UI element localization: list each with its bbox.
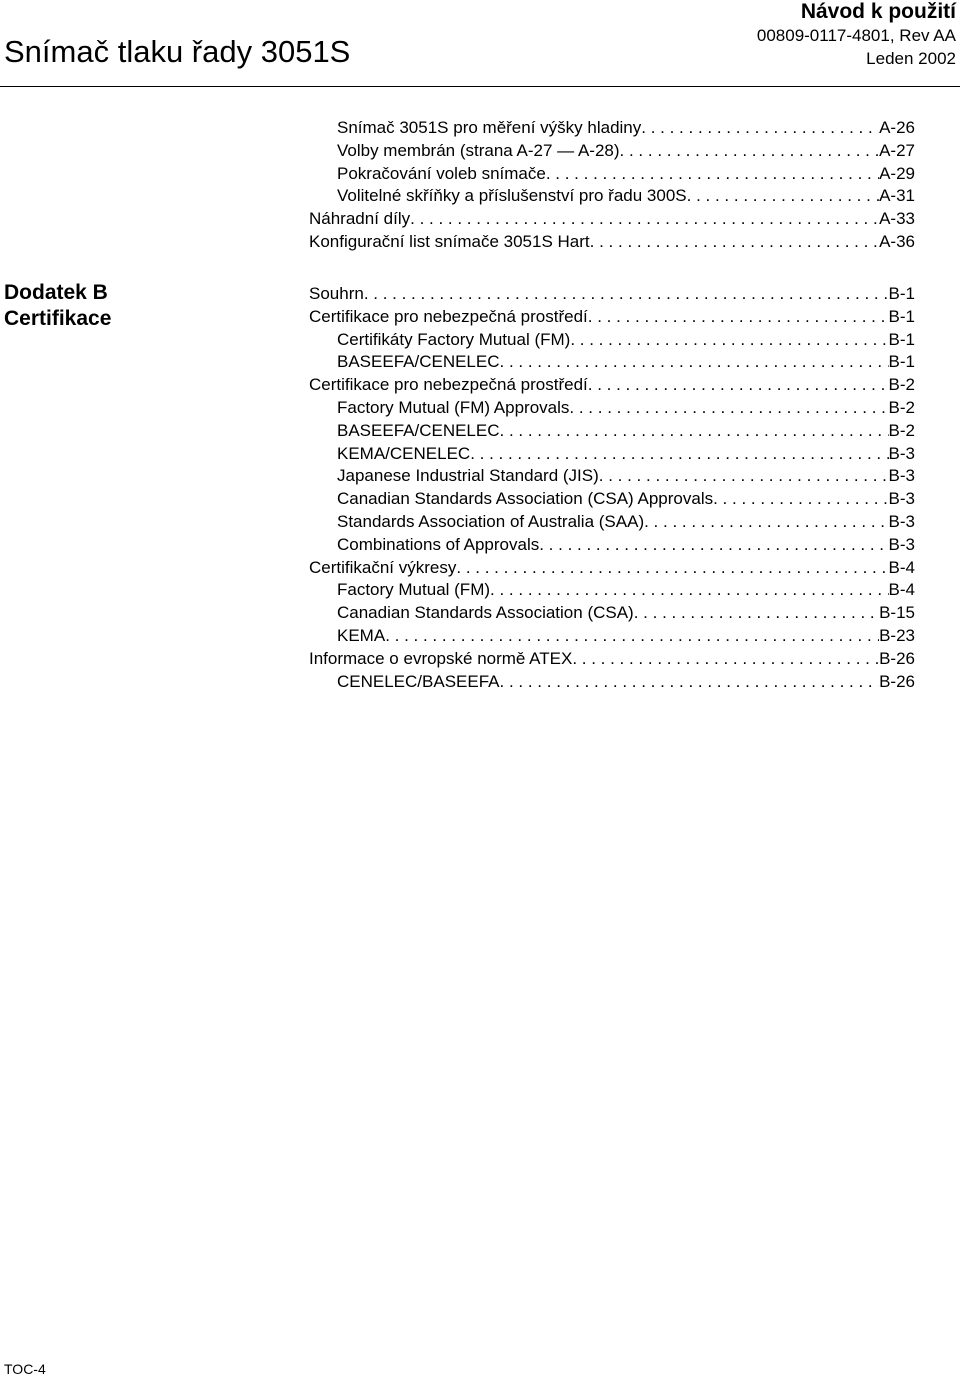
toc-entry[interactable] xyxy=(337,184,915,207)
toc-entry-label: Standards Association of Australia (SAA) xyxy=(337,512,645,531)
toc-entry-label: BASEEFA/CENELEC xyxy=(337,420,500,440)
toc-entry[interactable] xyxy=(309,282,915,305)
toc-leader-dots xyxy=(539,533,888,556)
toc-leader-dots xyxy=(569,396,888,419)
page-title: Snímač tlaku řady 3051S xyxy=(4,34,351,69)
toc-leader-dots xyxy=(599,464,889,487)
header-divider xyxy=(0,86,960,87)
toc-leader-dots xyxy=(546,162,879,185)
toc-entry[interactable] xyxy=(337,601,915,624)
toc-entry-page: B-3 xyxy=(888,534,915,554)
toc-entry-label: Informace o evropské normě ATEX xyxy=(309,648,573,668)
toc-entry[interactable] xyxy=(337,396,915,419)
toc-leader-dots xyxy=(500,670,880,693)
toc-entry-label: Factory Mutual (FM) xyxy=(337,580,491,600)
toc-entry-page: B-3 xyxy=(888,489,915,509)
toc-entry-label: Combinations of Approvals xyxy=(337,534,540,554)
toc-entry-label: Konfigurační list snímače 3051S Hart xyxy=(309,232,590,251)
toc-entry[interactable] xyxy=(337,328,915,351)
toc-leader-dots xyxy=(456,556,888,579)
toc-entry-label: Canadian Standards Association (CSA) xyxy=(337,603,634,623)
toc-leader-dots xyxy=(470,442,888,465)
toc-entry-label: Japanese Industrial Standard (JIS) xyxy=(337,466,599,486)
appendix-b-subtitle: Certifikace xyxy=(4,307,112,330)
toc-entry-label: KEMA/CENELEC xyxy=(337,443,471,463)
toc-entry[interactable] xyxy=(309,373,915,396)
appendix-b-title xyxy=(4,280,111,332)
toc-entry[interactable] xyxy=(337,116,915,139)
toc-entry-page: B-23 xyxy=(879,626,915,645)
appendix-b-label: Dodatek B xyxy=(4,281,108,304)
toc-leader-dots xyxy=(634,601,879,624)
page-number: TOC-4 xyxy=(4,1361,46,1377)
toc-entry[interactable] xyxy=(337,670,915,693)
toc-leader-dots xyxy=(620,139,880,162)
toc-entry[interactable] xyxy=(309,230,915,253)
toc-leader-dots xyxy=(588,305,889,328)
toc-leader-dots xyxy=(490,578,889,601)
toc-entry-page: B-1 xyxy=(888,306,915,326)
toc-entry[interactable] xyxy=(337,419,915,442)
toc-entry-label: Canadian Standards Association (CSA) Approvals xyxy=(337,489,714,509)
document-date: Leden 2002 xyxy=(866,49,956,68)
toc-entry[interactable] xyxy=(337,350,915,373)
toc-entry[interactable] xyxy=(337,510,915,533)
toc-entry-page: B-26 xyxy=(879,648,915,668)
toc-entry[interactable] xyxy=(337,139,915,162)
toc-entry-page: B-4 xyxy=(888,557,915,577)
toc-entry-page: B-2 xyxy=(888,375,915,395)
toc-leader-dots xyxy=(500,350,889,373)
toc-leader-dots xyxy=(641,116,879,139)
toc-entry-page: B-1 xyxy=(888,329,915,349)
toc-entry-page: A-26 xyxy=(879,118,915,137)
toc-entry-label: Souhrn xyxy=(309,284,364,303)
toc-entry[interactable] xyxy=(309,647,915,670)
toc-entry[interactable] xyxy=(309,305,915,328)
toc-entry-label: BASEEFA/CENELEC xyxy=(337,352,500,372)
toc-entry-page: A-33 xyxy=(879,209,915,229)
toc-entry-page: A-27 xyxy=(879,140,915,160)
toc-leader-dots xyxy=(570,328,888,351)
toc-entry[interactable] xyxy=(337,442,915,465)
document-info xyxy=(757,0,956,70)
toc-entry[interactable] xyxy=(337,624,915,647)
toc-entry-label: Certifikáty Factory Mutual (FM) xyxy=(337,329,571,349)
toc-entry-page: A-29 xyxy=(879,163,915,183)
toc-entry-label: KEMA xyxy=(337,626,386,645)
toc-leader-dots xyxy=(713,487,888,510)
toc-entry-label: Pokračování voleb snímače xyxy=(337,163,546,183)
toc-entry[interactable] xyxy=(337,487,915,510)
toc-leader-dots xyxy=(687,184,879,207)
toc-entry-page: B-3 xyxy=(888,466,915,486)
toc-entry[interactable] xyxy=(337,162,915,185)
toc-entry-label: Certifikační výkresy xyxy=(309,557,457,577)
toc-entry-page: B-4 xyxy=(888,580,915,600)
toc-leader-dots xyxy=(588,373,889,396)
toc-entry[interactable] xyxy=(309,207,915,230)
toc-entry-label: Certifikace pro nebezpečná prostředí xyxy=(309,375,588,395)
toc-entry-page: B-15 xyxy=(879,603,915,623)
toc-entry-page: B-3 xyxy=(888,512,915,531)
toc-entry-label: Náhradní díly xyxy=(309,209,411,229)
toc-entry[interactable] xyxy=(337,464,915,487)
toc-entry[interactable] xyxy=(337,578,915,601)
toc-entry-label: CENELEC/BASEEFA xyxy=(337,671,500,691)
toc-entry-page: B-2 xyxy=(888,420,915,440)
toc-entry-page: B-1 xyxy=(888,284,915,303)
toc-entry-page: B-2 xyxy=(888,398,915,417)
toc-entry-label: Volby membrán (strana A-27 — A-28) xyxy=(337,140,620,160)
toc-entry-label: Certifikace pro nebezpečná prostředí xyxy=(309,306,588,326)
toc-leader-dots xyxy=(644,510,888,533)
toc-entry-page: A-31 xyxy=(879,186,915,206)
toc-entry-label: Snímač 3051S pro měření výšky hladiny xyxy=(337,118,642,137)
toc-entry-page: B-3 xyxy=(888,443,915,463)
document-number: 00809-0117-4801, Rev AA xyxy=(756,26,956,45)
toc-leader-dots xyxy=(572,647,879,670)
toc-leader-dots xyxy=(364,282,889,305)
manual-label: Návod k použití xyxy=(800,0,956,23)
toc-leader-dots xyxy=(410,207,879,230)
toc-entry-label: Factory Mutual (FM) Approvals xyxy=(337,398,570,417)
toc-entry-page: B-26 xyxy=(879,671,915,691)
toc-entry[interactable] xyxy=(337,533,915,556)
toc-entry-page: B-1 xyxy=(888,352,915,372)
toc-entry-label: Volitelné skříňky a příslušenství pro řadu 300S xyxy=(337,186,687,206)
toc-leader-dots xyxy=(590,230,879,253)
toc-leader-dots xyxy=(500,419,889,442)
toc-entry[interactable] xyxy=(309,556,915,579)
toc-entry-page: A-36 xyxy=(879,232,915,251)
toc-leader-dots xyxy=(385,624,879,647)
